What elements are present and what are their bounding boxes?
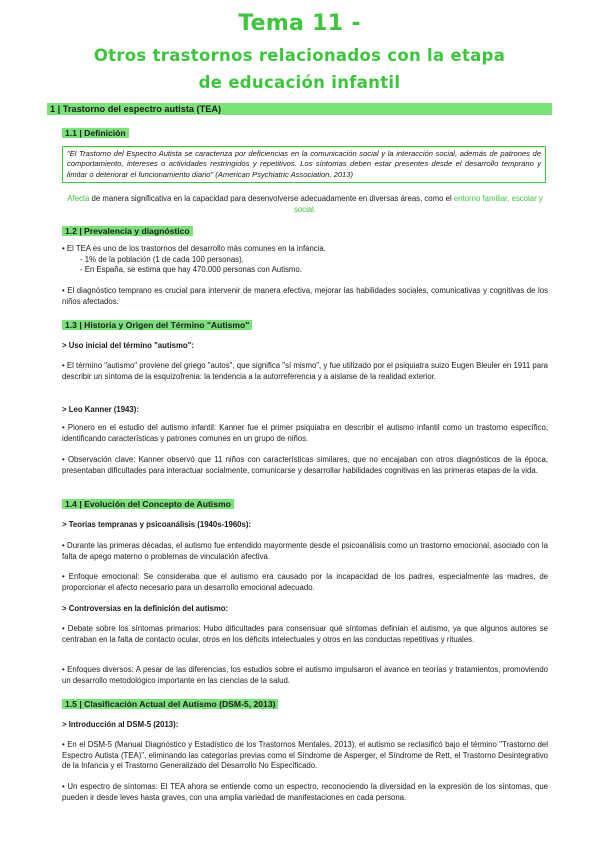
spectrum-paragraph: • Un espectro de síntomas: El TEA ahora se entiende como un espectro, reconociendo la diversidad en la expresión de los síntomas, que pueden ir desde leves hasta graves, con una amplia variedad de manifestaciones en cada persona.	[62, 782, 548, 802]
prevalence-sub-2: - En España, se estima que hay 470.000 personas con Autismo.	[80, 265, 302, 275]
psychoanalysis-paragraph: • Durante las primeras décadas, el autismo fue entendido mayormente desde el psicoanálisis como un trastorno emocional, asociado con la falta de apego materno o problemas de vinculación afectiva.	[62, 541, 548, 561]
definition-quote: "El Trastorno del Espectro Autista se caracteriza por deficiencias en la comunicación social y la interacción social, además de patrones de comportamiento, intereses o actividades restringidos y repetitivos. Los síntomas deben estar presentes desde el desarrollo temprano y limitar o deteriorar el funcionamiento diario" (American Psychiatric Association, 2013)	[62, 146, 546, 183]
section-1-5-heading	[62, 698, 278, 710]
kanner-observation-paragraph: • Observación clave: Kanner observó que 11 niños con características similares, que no encajaban con otros diagnósticos de la época, presentaban dificultades para interactuar socialmente, comunicarse y desarrollar habilidades cognitivas en las primeras etapas de la vida.	[62, 455, 548, 475]
afecta-text: de manera significativa en la capacidad para desenvolverse adecuadamente en diversas áreas, como el	[89, 194, 454, 203]
section-1-3-heading-text: 1.3 | Historia y Origen del Término "Autismo"	[62, 320, 252, 330]
subheading-controversias: > Controversias en la definición del autismo:	[62, 604, 229, 613]
diagnosis-paragraph: • El diagnóstico temprano es crucial para intervenir de manera efectiva, mejorar las habilidades sociales, comunicativas y cognitivas de los niños afectados.	[62, 286, 548, 306]
afecta-word: Afecta	[67, 194, 90, 203]
diverse-approaches-paragraph: • Enfoques diversos: A pesar de las diferencias, los estudios sobre el autismo impulsaron el avance en teorías y tratamientos, promoviendo un desarrollo metodológico importante en las ciencias de la salud.	[62, 665, 548, 685]
subheading-uso-inicial: > Uso inicial del término "autismo":	[62, 341, 194, 350]
prevalence-sub-1: - 1% de la población (1 de cada 100 personas).	[80, 254, 244, 264]
section-1-heading: 1 | Trastorno del espectro autista (TEA)	[47, 103, 552, 115]
emotional-approach-paragraph: • Enfoque emocional: Se consideraba que el autismo era causado por la incapacidad de los padres, especialmente las madres, de proporcionar el afecto necesario para un desarrollo emocional adecuado.	[62, 572, 548, 592]
dsm5-paragraph: • En el DSM-5 (Manual Diagnóstico y Estadístico de los Trastornos Mentales, 2013), el autismo se reclasificó bajo el término "Trastorno del Espectro Autista (TEA)", eliminando las categorías previas como el Síndrome de Asperger, el Síndrome de Rett, el Trastorno Desintegrativo de la Infancia y el Trastorno Generalizado del Desarrollo No Especificado.	[62, 740, 548, 771]
section-1-2-heading	[62, 225, 193, 237]
afecta-paragraph	[62, 194, 548, 215]
section-1-5-heading-text: 1.5 | Clasificación Actual del Autismo (DSM-5, 2013)	[62, 699, 278, 709]
section-1-1-heading-text: 1.1 | Definición	[62, 128, 129, 138]
section-1-1-heading	[62, 127, 129, 139]
subheading-dsm5: > Introducción al DSM-5 (2013):	[62, 720, 179, 729]
prevalence-main: • El TEA es uno de los trastornos del desarrollo más comunes en la infancia.	[62, 244, 326, 253]
subheading-kanner: > Leo Kanner (1943):	[62, 405, 139, 414]
document-title-line-2: Otros trastornos relacionados con la etapa	[93, 46, 506, 65]
subheading-teorias-tempranas: > Teorías tempranas y psicoanálisis (1940s-1960s):	[62, 520, 252, 529]
section-1-2-heading-text: 1.2 | Prevalencia y diagnóstico	[62, 226, 193, 236]
symptoms-debate-paragraph: • Debate sobre los síntomas primarios: Hubo dificultades para consensuar qué síntomas definían el autismo, ya que algunos autores se centraban en la falta de contacto ocular, otros en los déficits intelectuales y otros en las conductas repetitivas y rituales.	[62, 624, 548, 644]
section-1-3-heading	[62, 319, 252, 331]
section-1-4-heading-text: 1.4 | Evolución del Concepto de Autismo	[62, 499, 234, 509]
afecta-areas: entorno familiar, escolar y social.	[293, 194, 543, 214]
prevalence-paragraph	[62, 244, 548, 276]
kanner-pioneer-paragraph: • Pionero en el estudio del autismo infantil: Kanner fue el primer psiquiatra en describir el autismo infantil como un trastorno específico, identificando características y patrones comunes en un grupo de niños.	[62, 423, 548, 443]
document-title-line-3: de educación infantil	[198, 73, 401, 92]
bleuler-paragraph: • El término "autismo" proviene del griego "autos", que significa "sí mismo", y fue utilizado por el psiquiatra suizo Eugen Bleuler en 1911 para describir un síntoma de la esquizofrenia: la tendencia a la autorreferencia y a aislarse de la realidad exterior.	[62, 361, 548, 381]
document-title-line-1: Tema 11 -	[238, 11, 361, 36]
section-1-4-heading	[62, 498, 234, 510]
